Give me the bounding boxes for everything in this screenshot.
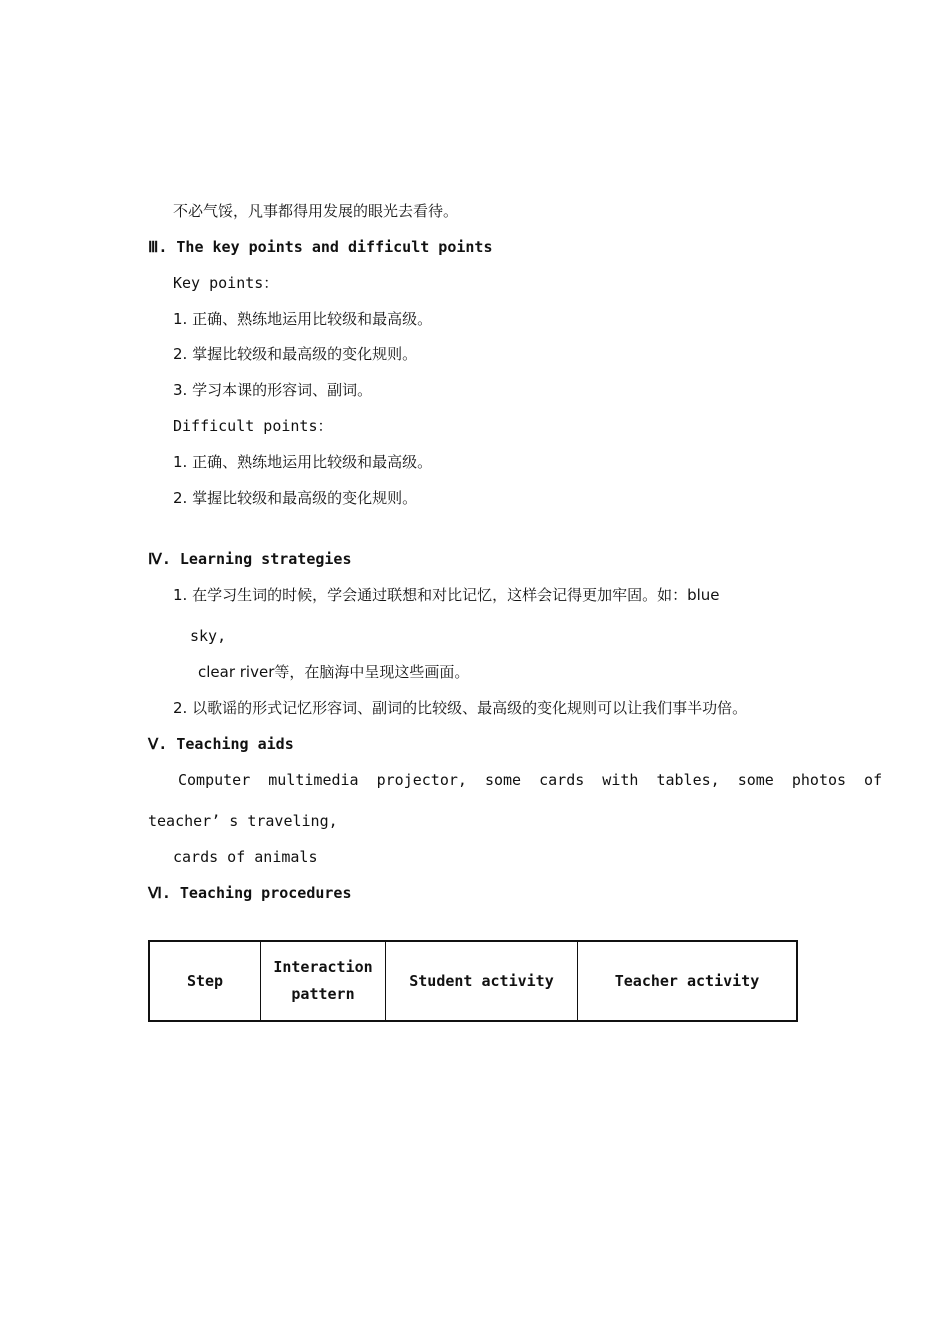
section-3-heading: Ⅲ. The key points and difficult points — [148, 238, 493, 256]
header-step: Step — [149, 941, 261, 1021]
teaching-procedures-table — [148, 940, 798, 1022]
table-header-row — [149, 941, 797, 1021]
teaching-aids-line-1: Computer multimedia projector, some cards with tables, some photos of — [178, 771, 883, 789]
teaching-aids-line-2: teacher’ s traveling, — [148, 812, 338, 830]
strategy-item-1-line-2: sky, — [190, 627, 227, 645]
strategy-item-2: 2. 以歌谣的形式记忆形容词、副词的比较级、最高级的变化规则可以让我们事半功倍。 — [173, 699, 748, 717]
header-teacher-activity: Teacher activity — [578, 941, 798, 1021]
key-points-label: Key points： — [173, 274, 279, 292]
section-6-heading: Ⅵ. Teaching procedures — [148, 884, 352, 902]
key-point-item: 3. 学习本课的形容词、副词。 — [173, 381, 373, 399]
section-4-heading: Ⅳ. Learning strategies — [148, 550, 352, 568]
key-point-item: 2. 掌握比较级和最高级的变化规则。 — [173, 345, 418, 363]
header-interaction-line-1: Interaction — [273, 958, 373, 976]
difficult-points-label: Difficult points： — [173, 417, 333, 435]
difficult-point-item: 1. 正确、熟练地运用比较级和最高级。 — [173, 453, 433, 471]
key-point-item: 1. 正确、熟练地运用比较级和最高级。 — [173, 310, 433, 328]
section-5-heading: Ⅴ. Teaching aids — [148, 735, 294, 753]
header-student-activity: Student activity — [386, 941, 578, 1021]
header-interaction-pattern — [261, 941, 386, 1021]
strategy-item-1-line-1: 1. 在学习生词的时候，学会通过联想和对比记忆，这样会记得更加牢固。如：blue — [173, 586, 720, 604]
intro-tail-text: 不必气馁，凡事都得用发展的眼光去看待。 — [173, 202, 459, 220]
strategy-item-1-line-3: clear river等，在脑海中呈现这些画面。 — [198, 663, 470, 681]
difficult-point-item: 2. 掌握比较级和最高级的变化规则。 — [173, 489, 418, 507]
header-interaction-line-2: pattern — [291, 985, 355, 1003]
teaching-aids-line-3: cards of animals — [173, 848, 318, 866]
